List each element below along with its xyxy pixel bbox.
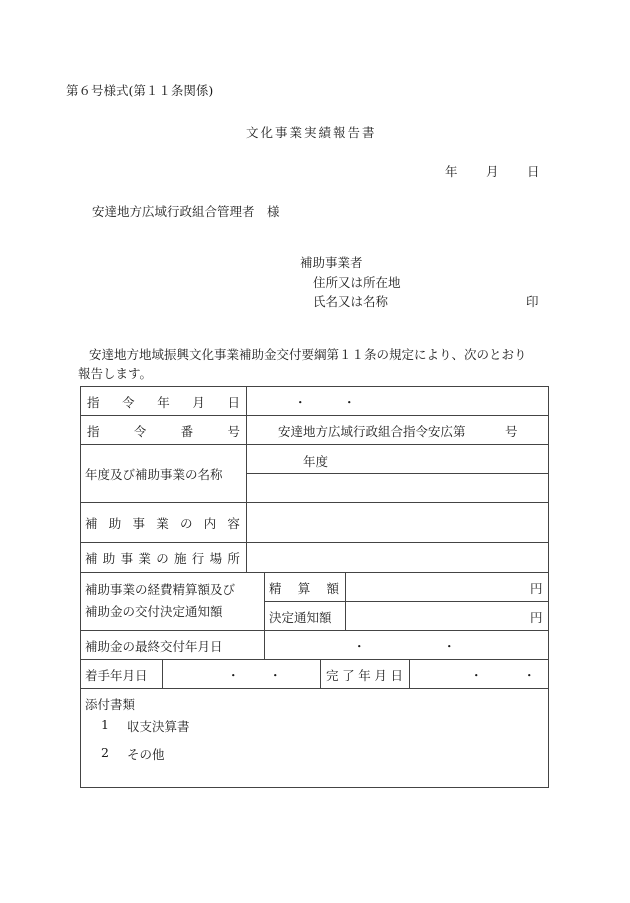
date-day-label: 日 xyxy=(527,164,540,179)
settled-amount-label: 精 算 額 xyxy=(269,581,339,596)
notified-amount-label: 決定通知額 xyxy=(269,610,332,625)
form-label: 第６号様式(第１１条関係) xyxy=(66,83,214,98)
attachment-item-2-text: その他 xyxy=(127,747,165,762)
start-date-dot1: ・ xyxy=(227,668,240,683)
final-grant-date-label: 補助金の最終交付年月日 xyxy=(85,639,223,654)
project-year-suffix: 年度 xyxy=(303,454,329,469)
attachments-heading: 添付書類 xyxy=(85,697,136,712)
order-number-prefix: 安達地方広域行政組合指令安広第 xyxy=(278,424,466,439)
attachment-item-1-text: 収支決算書 xyxy=(127,719,190,734)
date-year-label: 年 xyxy=(445,164,458,179)
report-table xyxy=(80,386,549,788)
start-date-dot2: ・ xyxy=(269,668,282,683)
project-location-label: 補 助 事 業 の 施 行 場 所 xyxy=(85,551,240,566)
settled-unit: 円 xyxy=(530,581,543,596)
applicant-heading: 補助事業者 xyxy=(300,255,363,270)
document-title: 文化事業実績報告書 xyxy=(246,125,377,140)
end-date-label: 完 了 年 月 日 xyxy=(326,668,403,683)
project-content-label: 補 助 事 業 の 内 容 xyxy=(85,516,240,531)
expenses-label-line2: 補助金の交付決定通知額 xyxy=(85,604,223,619)
notified-unit: 円 xyxy=(530,610,543,625)
body-text-line1: 安達地方地域振興文化事業補助金交付要綱第１１条の規定により、次のとおり xyxy=(89,347,527,362)
expenses-label-line1: 補助事業の経費精算額及び xyxy=(85,582,236,597)
attachment-item-1-num: 1 xyxy=(101,717,109,732)
project-name-label: 年度及び補助事業の名称 xyxy=(85,467,223,482)
order-number-label: 指 令 番 号 xyxy=(87,424,240,439)
date-month-label: 月 xyxy=(486,164,499,179)
end-date-dot2: ・ xyxy=(523,668,536,683)
seal-mark: 印 xyxy=(526,294,539,309)
order-date-label: 指 令 年 月 日 xyxy=(87,395,240,410)
name-label: 氏名又は名称 xyxy=(313,294,389,309)
order-date-dot1: ・ xyxy=(294,395,307,410)
body-text-line2: 報告します。 xyxy=(78,366,153,381)
addressee: 安達地方広域行政組合管理者 様 xyxy=(92,204,280,219)
start-date-label: 着手年月日 xyxy=(85,668,148,683)
order-date-dot2: ・ xyxy=(343,395,356,410)
final-grant-date-dot2: ・ xyxy=(443,639,456,654)
order-number-suffix: 号 xyxy=(505,424,518,439)
address-label: 住所又は所在地 xyxy=(313,275,401,290)
end-date-dot1: ・ xyxy=(470,668,483,683)
attachment-item-2-num: 2 xyxy=(101,745,109,760)
final-grant-date-dot1: ・ xyxy=(353,639,366,654)
